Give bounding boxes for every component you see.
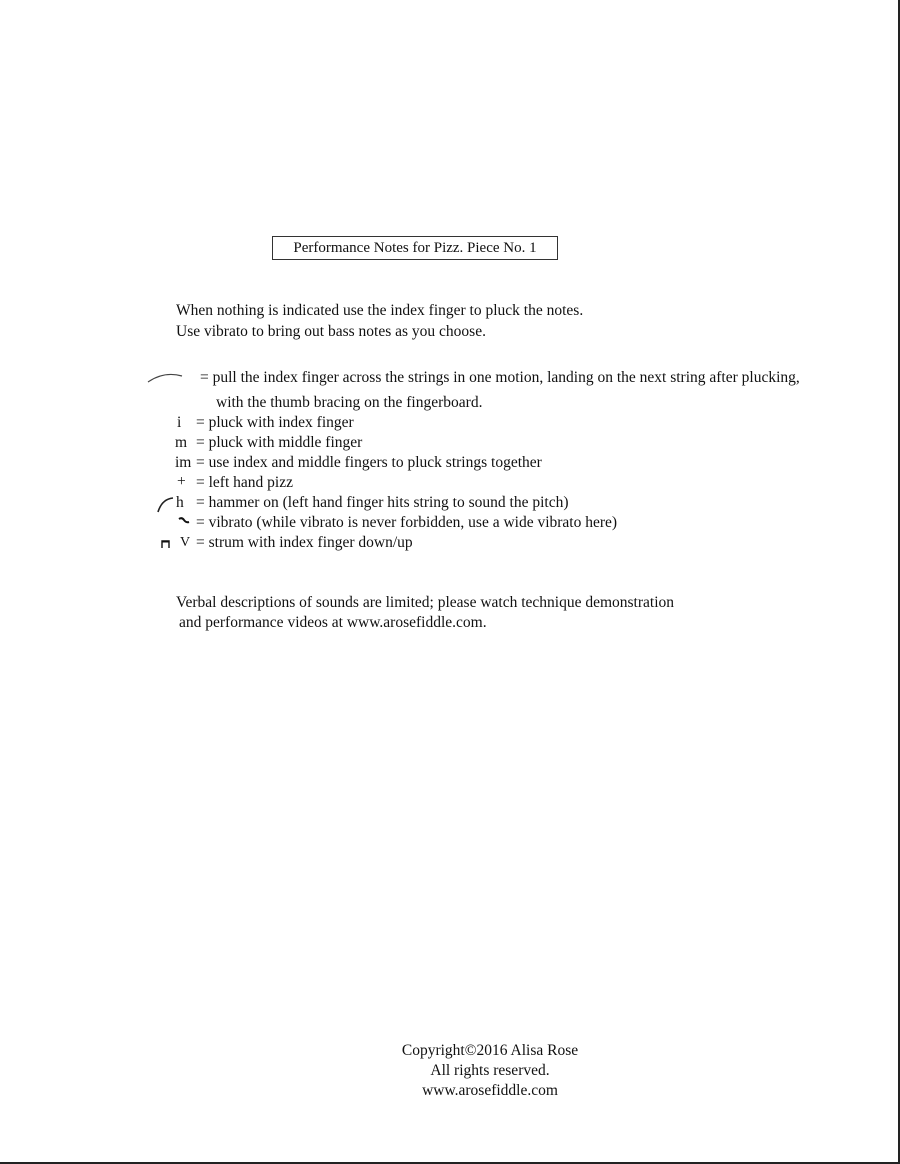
- verbal-line-1: Verbal descriptions of sounds are limited; please watch technique demonstration: [176, 594, 675, 611]
- intro-line-1: When nothing is indicated use the index finger to pluck the notes.: [176, 302, 584, 319]
- page-title-text: Performance Notes for Pizz. Piece No. 1: [293, 239, 537, 256]
- middle-symbol: m: [175, 434, 188, 451]
- vibrato-description: = vibrato (while vibrato is never forbidden, use a wide vibrato here): [196, 514, 618, 531]
- vibrato-icon: [178, 516, 192, 526]
- slur-icon: [146, 370, 186, 384]
- verbal-line-2: and performance videos at www.arosefiddle.com.: [179, 614, 487, 631]
- page-title: [272, 236, 558, 260]
- slur-description: = pull the index finger across the strings in one motion, landing on the next string after plucking,: [200, 369, 800, 386]
- slur-description-cont: with the thumb bracing on the fingerboard.: [216, 394, 483, 411]
- up-bow-symbol: V: [180, 535, 191, 550]
- intro-line-2: Use vibrato to bring out bass notes as you choose.: [176, 323, 486, 340]
- hammer-description: = hammer on (left hand finger hits string to sound the pitch): [196, 494, 569, 511]
- middle-description: = pluck with middle finger: [196, 434, 363, 451]
- hammer-arc-icon: [156, 496, 176, 514]
- rights-line: All rights reserved.: [430, 1062, 550, 1079]
- down-bow-icon: [161, 539, 171, 549]
- index-middle-symbol: im: [175, 454, 192, 471]
- left-hand-pizz-symbol: +: [177, 473, 186, 490]
- index-description: = pluck with index finger: [196, 414, 354, 431]
- index-middle-description: = use index and middle fingers to pluck strings together: [196, 454, 542, 471]
- index-symbol: i: [177, 414, 182, 431]
- copyright-line: Copyright©2016 Alisa Rose: [401, 1042, 579, 1059]
- left-hand-pizz-description: = left hand pizz: [196, 474, 293, 491]
- footer-website: www.arosefiddle.com: [422, 1082, 558, 1099]
- hammer-symbol: h: [176, 494, 184, 511]
- strum-description: = strum with index finger down/up: [196, 534, 413, 551]
